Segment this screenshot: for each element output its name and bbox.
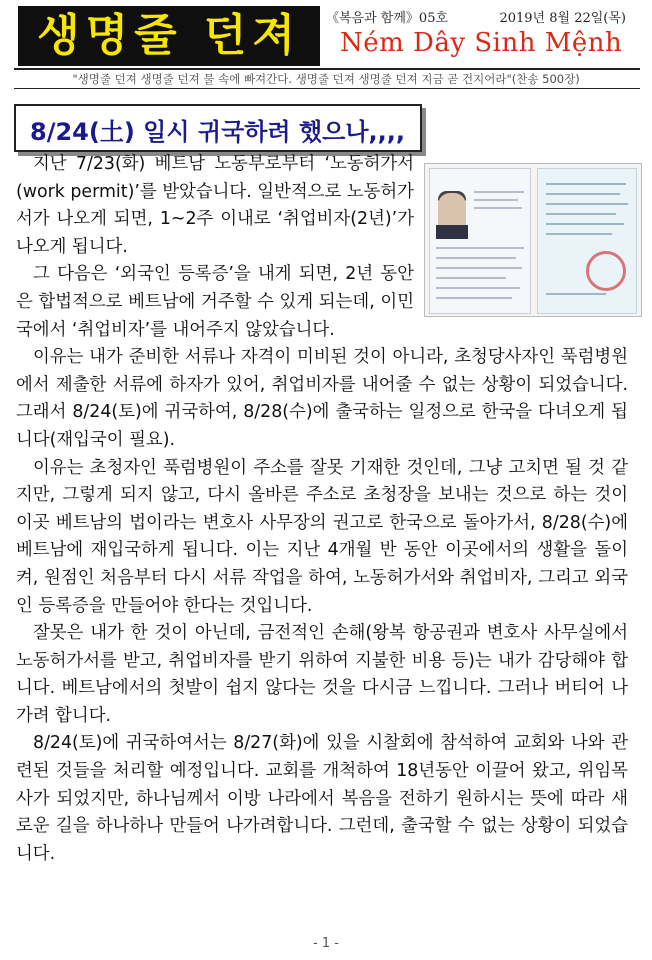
issue-date: 2019년 8월 22일(목) <box>499 11 626 26</box>
headline: 8/24(土) 일시 귀국하려 했으나,,,, <box>30 118 405 146</box>
headline-box <box>14 104 422 152</box>
article-body <box>16 151 628 868</box>
paragraph: 지난 7/23(화) 베트남 노동부로부터 ‘노동허가서(work permit)’를 받았습니다. 일반적으로 노동허가서가 나오게 되면, 1~2주 이내로 ‘취업비자(2년)’가 나오게 됩니다. <box>16 154 414 257</box>
paragraph: 잘못은 내가 한 것이 아닌데, 금전적인 손해(왕복 항공권과 변호사 사무실에서 노동허가서를 받고, 취업비자를 받기 위하여 지불한 비용 등)는 내가 감당해야 합니다. 베트남에서의 첫발이 쉽지 않다는 것을 다시금 느낍니다. 그러나 버티어 나가려 합니다. <box>16 623 628 726</box>
hymn-quote: "생명줄 던져 생명줄 던져 물 속에 빠져간다. 생명줄 던져 생명줄 던져 지금 곧 건지어라"(찬송 500장) <box>72 72 580 86</box>
paragraph: 그 다음은 ‘외국인 등록증’을 내게 되면, 2년 동안은 합법적으로 베트남에 거주할 수 있게 되는데, 이민국에서 ‘취업비자’를 내어주지 않았습니다. <box>16 264 414 340</box>
vietnamese-title: Ném Dây Sinh Mệnh <box>340 28 623 58</box>
page-number: - 1 - <box>313 936 339 951</box>
paragraph: 이유는 내가 준비한 서류나 자격이 미비된 것이 아니라, 초청당사자인 푹럼병원에서 제출한 서류에 하자가 있어, 취업비자를 내어줄 수 없는 상황이 되었습니다. 그래서 8/24(토)에 귀국하여, 8/28(수)에 출국하는 일정으로 한국을 다녀오게 됩니다(재입국이 필요). <box>16 347 628 450</box>
paragraph: 이유는 초청자인 푹럼병원이 주소를 잘못 기재한 것인데, 그냥 고치면 될 것 같지만, 그렇게 되지 않고, 다시 올바른 주소로 초청장을 보내는 것으로 하는 것이 이곳 베트남의 법이라는 변호사 사무장의 권고로 한국으로 돌아가서, 8/28(수)에 베트남에 재입국하게 됩니다. 이는 지난 4개월 반 동안 이곳에서의 생활을 돌이켜, 원점인 처음부터 다시 서류 작업을 하여, 노동허가서와 취업비자, 그리고 외국인 등록증을 만들어야 한다는 것입니다. <box>16 457 628 616</box>
divider-bottom <box>14 88 640 89</box>
masthead <box>18 6 320 66</box>
paragraph: 8/24(토)에 귀국하여서는 8/27(화)에 있을 시찰회에 참석하여 교회와 나와 관련된 것들을 처리할 예정입니다. 교회를 개척하여 18년동안 이끌어 왔고, 위임목사가 되었지만, 하나님께서 이방 나라에서 복음을 전하기 원하시는 뜻에 따라 새로운 길을 하나하나 만들어 나가려합니다. 그런데, 출국할 수 없는 상황이 되었습니다. <box>16 733 628 864</box>
divider-top <box>14 68 640 70</box>
newsletter-title: 생명줄 던져 <box>37 10 301 61</box>
photo-spacer <box>414 151 628 313</box>
issue-label: 《복음과 함께》05호 <box>326 11 449 26</box>
